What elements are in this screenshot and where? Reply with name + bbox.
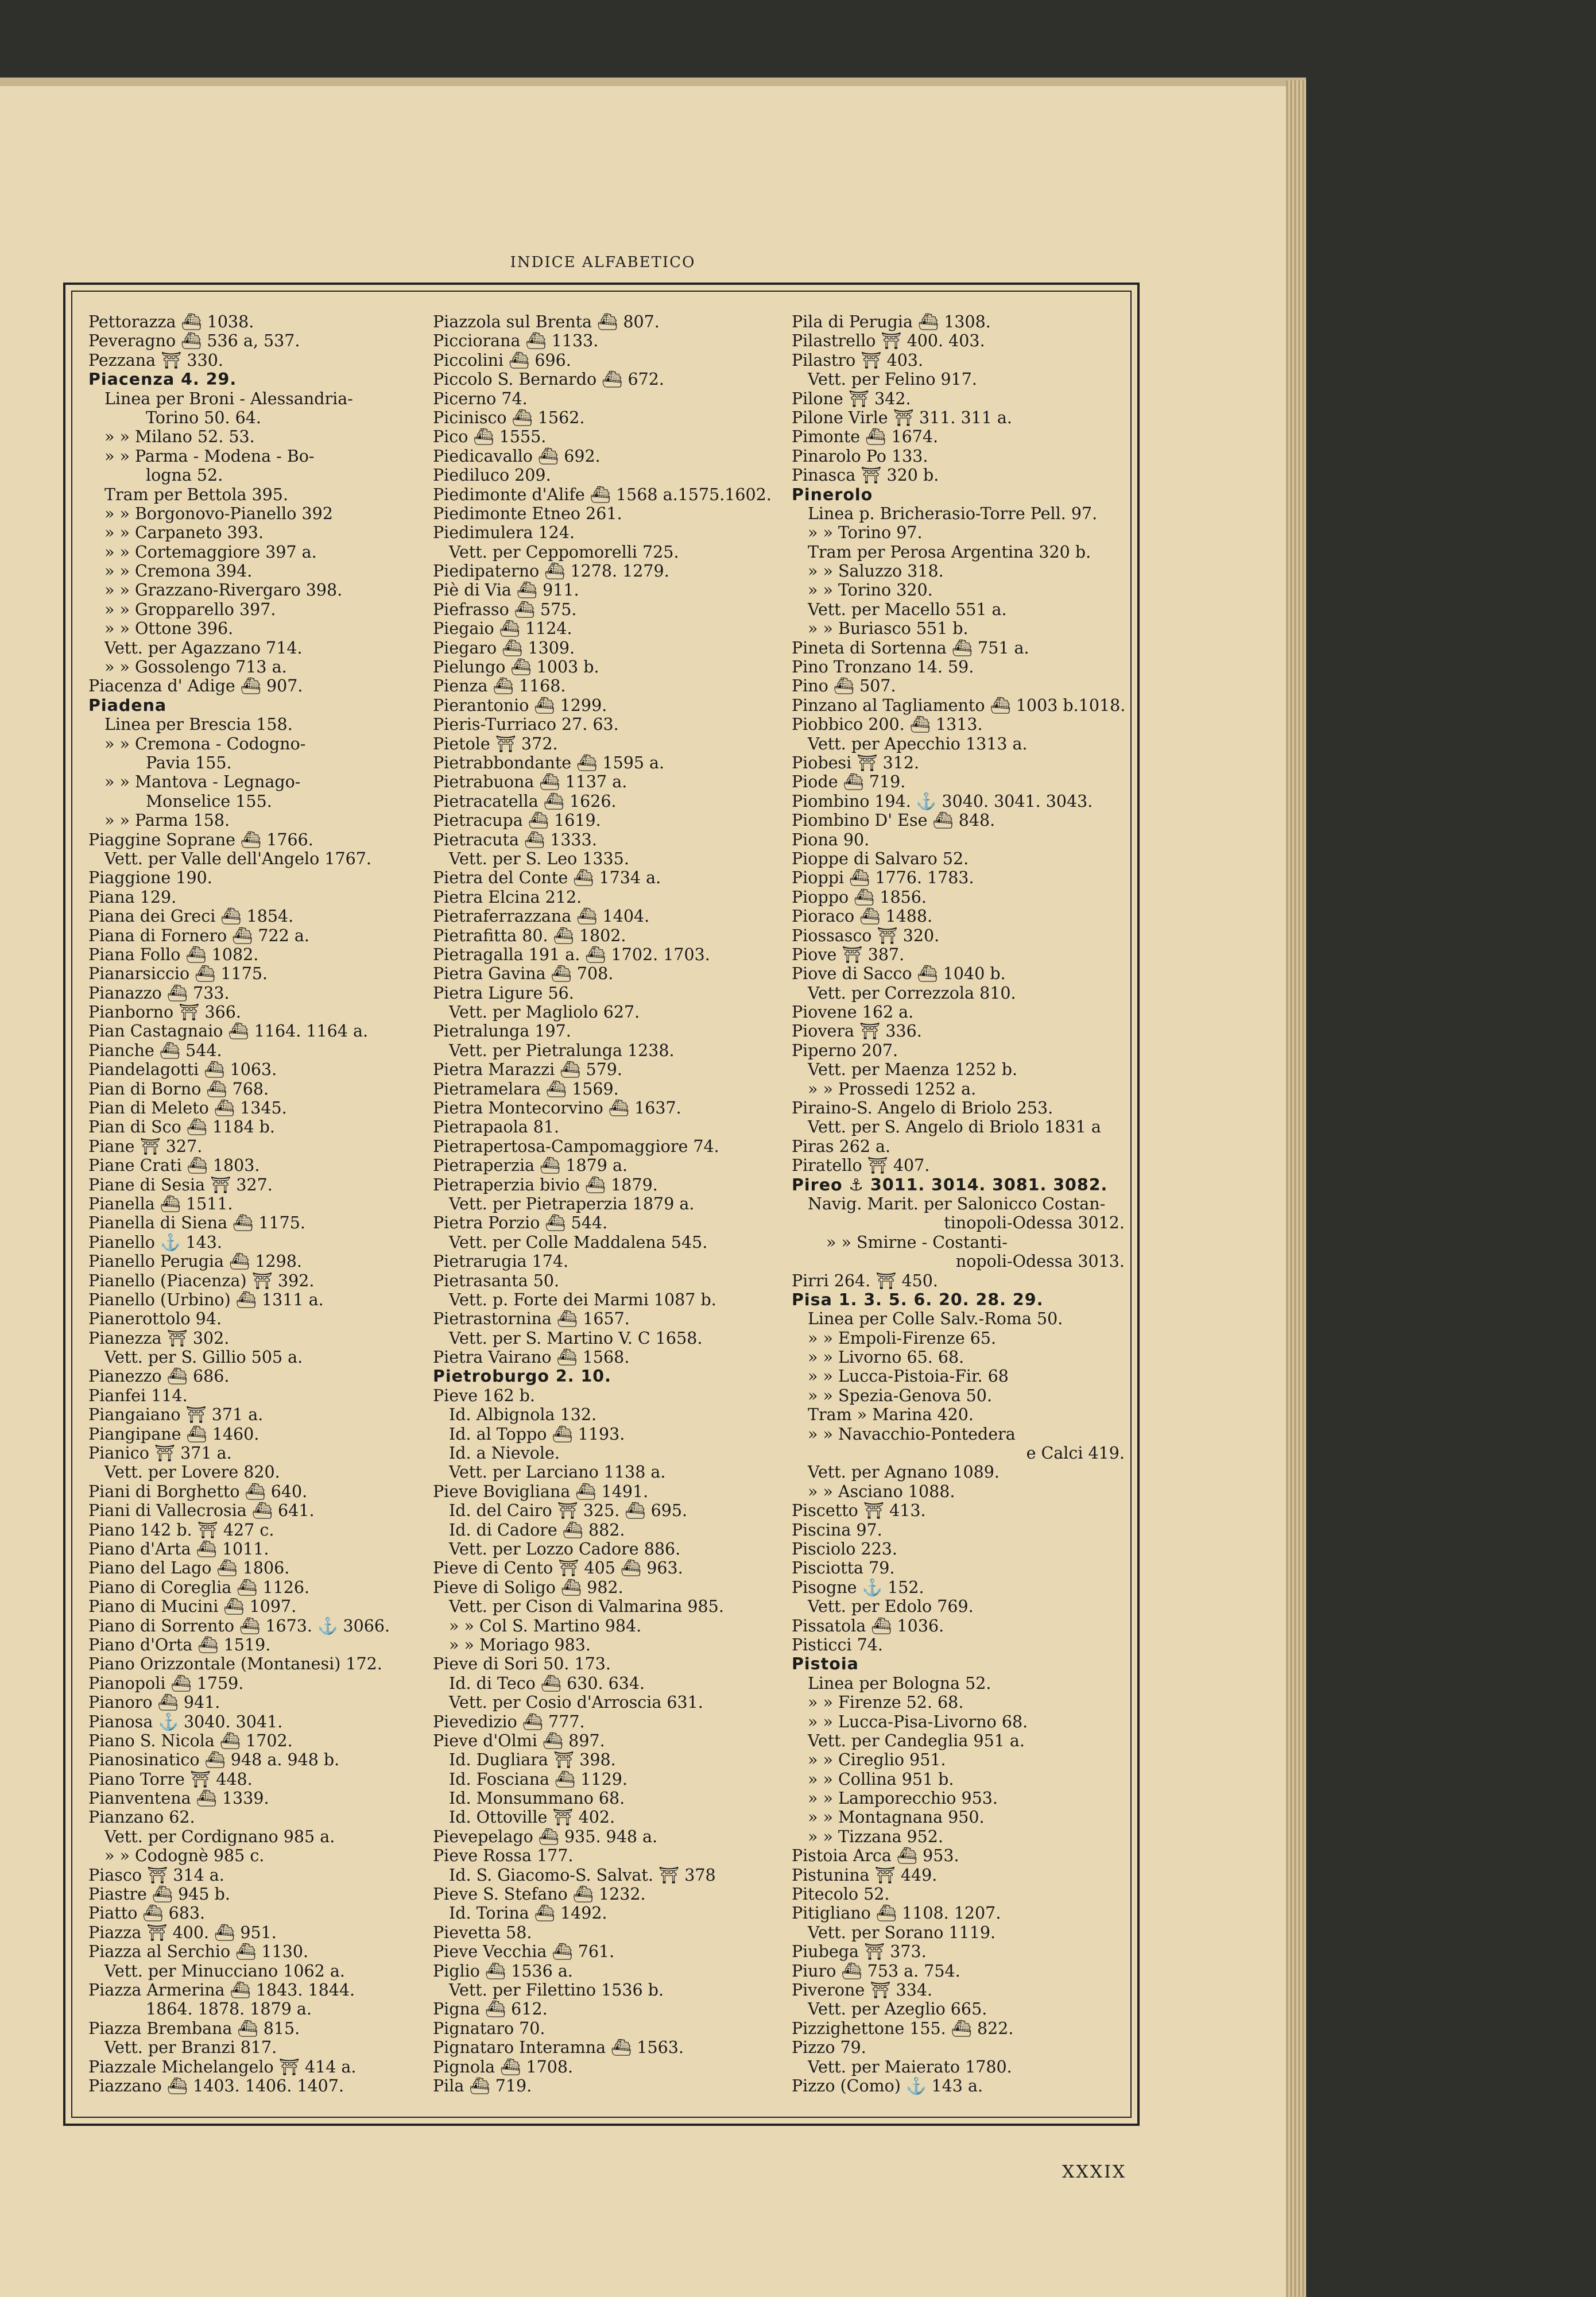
index-entry: Pisciotta 79. — [792, 1559, 895, 1578]
index-heading: Pinerolo — [792, 485, 873, 504]
index-entry: Pianella ⛴ 1511. — [88, 1194, 233, 1213]
index-entry: Linea p. Bricherasio-Torre Pell. 97. — [808, 504, 1098, 523]
index-entry: Piana dei Greci ⛴ 1854. — [88, 907, 294, 926]
index-entry: Pimonte ⛴ 1674. — [792, 427, 939, 447]
index-entry: Pianico ⛩ 371 a. — [88, 1444, 232, 1463]
index-entry: Peveragno ⛴ 536 a, 537. — [88, 331, 300, 351]
index-entry: Pisogne ⚓ 152. — [792, 1577, 924, 1597]
index-entry: Pignola ⛴ 1708. — [433, 2057, 574, 2076]
index-entry: Pisciolo 223. — [792, 1540, 897, 1559]
index-entry: Vett. per Pietraperzia 1879 a. — [449, 1194, 695, 1213]
index-entry: Pistunina ⛩ 449. — [792, 1865, 938, 1885]
index-entry: Monselice 155. — [146, 791, 272, 811]
index-entry: Piatto ⛴ 683. — [88, 1904, 206, 1923]
index-entry: » » Gossolengo 713 a. — [104, 658, 287, 677]
index-heading: Pireo ⚓ 3011. 3014. 3081. 3082. — [792, 1175, 1108, 1194]
index-entry: Pietra Marazzi ⛴ 579. — [433, 1060, 622, 1080]
index-entry: Piandelagotti ⛴ 1063. — [88, 1060, 277, 1080]
index-entry: Pitigliano ⛴ 1108. 1207. — [792, 1904, 1001, 1923]
index-entry: Piacenza d' Adige ⛴ 907. — [88, 676, 303, 696]
index-entry: Pieve Vecchia ⛴ 761. — [433, 1942, 615, 1962]
index-entry: Piscetto ⛩ 413. — [792, 1501, 926, 1521]
index-entry: Pietra del Conte ⛴ 1734 a. — [433, 868, 661, 888]
index-entry: Vett. per Pietralunga 1238. — [449, 1041, 675, 1060]
index-entry: Vett. per Lozzo Cadore 886. — [449, 1540, 681, 1559]
index-entry: Pianello (Urbino) ⛴ 1311 a. — [88, 1290, 324, 1309]
index-entry: Piaggione 190. — [88, 868, 212, 888]
index-entry: Vett. per Felino 917. — [808, 370, 977, 389]
index-entry: Pilastro ⛩ 403. — [792, 350, 924, 370]
index-entry: nopoli-Odessa 3013. — [955, 1252, 1125, 1271]
index-entry: Pietracatella ⛴ 1626. — [433, 791, 617, 811]
index-column-3 — [792, 312, 1130, 2095]
index-entry: » » Navacchio-Pontedera — [808, 1424, 1016, 1444]
index-entry: Id. Albignola 132. — [449, 1405, 597, 1425]
index-entry: Pietra Ligure 56. — [433, 983, 574, 1003]
index-entry: Pieve di Sori 50. 173. — [433, 1654, 611, 1674]
index-entry: Vett. per Magliolo 627. — [449, 1003, 640, 1022]
index-entry: » » Parma 158. — [104, 811, 230, 830]
index-entry: Pinarolo Po 133. — [792, 446, 928, 466]
index-entry: » » Col S. Martino 984. — [449, 1616, 642, 1635]
index-entry: Pioppi ⛴ 1776. 1783. — [792, 868, 974, 888]
index-entry: Pianezzo ⛴ 686. — [88, 1367, 230, 1386]
index-entry: Id. del Cairo ⛩ 325. ⛴ 695. — [449, 1501, 688, 1521]
index-entry: Pienza ⛴ 1168. — [433, 676, 566, 696]
index-entry: Vett. per Lovere 820. — [104, 1463, 280, 1482]
index-entry: Pietraferrazzana ⛴ 1404. — [433, 907, 650, 926]
index-entry: Pineta di Sortenna ⛴ 751 a. — [792, 638, 1029, 658]
index-entry: Pierantonio ⛴ 1299. — [433, 695, 607, 715]
index-entry: Pietrabbondante ⛴ 1595 a. — [433, 753, 665, 772]
index-entry: Pila di Perugia ⛴ 1308. — [792, 312, 991, 331]
index-entry: Pietra Porzio ⛴ 544. — [433, 1213, 608, 1233]
index-entry: Pianventena ⛴ 1339. — [88, 1789, 269, 1808]
index-heading: Pisa 1. 3. 5. 6. 20. 28. 29. — [792, 1290, 1044, 1309]
index-entry: Vett. per Filettino 1536 b. — [449, 1980, 664, 2000]
index-heading: Piacenza 4. 29. — [88, 370, 237, 389]
index-entry: Piano S. Nicola ⛴ 1702. — [88, 1731, 293, 1750]
index-entry: Pioraco ⛴ 1488. — [792, 907, 933, 926]
index-entry: Pioppe di Salvaro 52. — [792, 849, 969, 868]
index-entry: » » Smirne - Costanti- — [826, 1232, 1008, 1252]
index-entry: Pieve S. Stefano ⛴ 1232. — [433, 1885, 646, 1904]
index-entry: Piras 262 a. — [792, 1136, 891, 1156]
index-entry: Piano d'Orta ⛴ 1519. — [88, 1635, 271, 1654]
index-entry: Piccolini ⛴ 696. — [433, 350, 571, 370]
index-entry: Piegaro ⛴ 1309. — [433, 638, 575, 658]
index-entry: Id. Dugliara ⛩ 398. — [449, 1750, 616, 1770]
index-entry: Torino 50. 64. — [146, 408, 261, 427]
index-entry: Piediluco 209. — [433, 466, 551, 485]
index-entry: » » Firenze 52. 68. — [808, 1693, 964, 1712]
index-entry: Pianche ⛴ 544. — [88, 1041, 222, 1060]
index-entry: Pisticci 74. — [792, 1635, 883, 1654]
index-entry: Pian Castagnaio ⛴ 1164. 1164 a. — [88, 1022, 369, 1041]
index-entry: Pignataro 70. — [433, 2018, 545, 2038]
index-heading: Pietroburgo 2. 10. — [433, 1367, 611, 1386]
index-entry: Piangaiano ⛩ 371 a. — [88, 1405, 264, 1425]
index-entry: » » Empoli-Firenze 65. — [808, 1328, 997, 1348]
index-entry: Pietragalla 191 a. ⛴ 1702. 1703. — [433, 945, 710, 964]
index-entry: Piedicavallo ⛴ 692. — [433, 446, 601, 466]
index-entry: Pietrabuona ⛴ 1137 a. — [433, 772, 627, 792]
index-frame — [63, 283, 1140, 2126]
index-entry: Pievepelago ⛴ 935. 948 a. — [433, 1827, 658, 1846]
index-entry: Pianborno ⛩ 366. — [88, 1003, 241, 1022]
index-entry: Pavia 155. — [146, 753, 232, 772]
index-column-2 — [433, 312, 772, 2095]
index-entry: Piazzano ⛴ 1403. 1406. 1407. — [88, 2076, 344, 2095]
index-entry: Piossasco ⛩ 320. — [792, 926, 940, 945]
index-entry: Id. S. Giacomo-S. Salvat. ⛩ 378 — [449, 1865, 716, 1885]
index-entry: Pievedizio ⛴ 777. — [433, 1712, 585, 1731]
index-entry: Pietrarugia 174. — [433, 1252, 569, 1271]
index-entry: » » Saluzzo 318. — [808, 562, 944, 581]
index-entry: Pielungo ⛴ 1003 b. — [433, 658, 599, 677]
index-entry: Id. Ottoville ⛩ 402. — [449, 1808, 615, 1827]
index-entry: Pirri 264. ⛩ 450. — [792, 1271, 938, 1290]
index-entry: Pinzano al Tagliamento ⛴ 1003 b.1018. — [792, 695, 1126, 715]
index-entry: Piasco ⛩ 314 a. — [88, 1865, 224, 1885]
index-entry: e Calci 419. — [1026, 1444, 1125, 1463]
index-entry: Pila ⛴ 719. — [433, 2076, 532, 2095]
index-entry: Piane di Sesia ⛩ 327. — [88, 1175, 273, 1194]
index-entry: » » Lucca-Pistoia-Fir. 68 — [808, 1367, 1009, 1386]
index-entry: » » Mantova - Legnago- — [104, 772, 301, 792]
index-entry: Pieris-Turriaco 27. 63. — [433, 715, 619, 734]
index-entry: Linea per Brescia 158. — [104, 715, 293, 734]
index-entry: Piano del Lago ⛴ 1806. — [88, 1559, 290, 1578]
index-entry: Piverone ⛩ 334. — [792, 1980, 933, 2000]
index-entry: Pietra Montecorvino ⛴ 1637. — [433, 1099, 681, 1118]
index-entry: Tram per Bettola 395. — [104, 485, 288, 504]
index-entry: Pianzano 62. — [88, 1808, 195, 1827]
index-entry: Id. Monsummano 68. — [449, 1789, 625, 1808]
index-entry: Pian di Borno ⛴ 768. — [88, 1079, 269, 1099]
index-entry: » » Cireglio 951. — [808, 1750, 946, 1770]
index-entry: Id. Torina ⛴ 1492. — [449, 1904, 607, 1923]
index-entry: » » Buriasco 551 b. — [808, 619, 969, 639]
index-entry: Piano 142 b. ⛩ 427 c. — [88, 1520, 274, 1540]
index-entry: Vett. per Agnano 1089. — [808, 1463, 1000, 1482]
index-entry: » » Milano 52. 53. — [104, 427, 255, 447]
index-entry: Piè di Via ⛴ 911. — [433, 581, 579, 600]
index-entry: Piangipane ⛴ 1460. — [88, 1424, 259, 1444]
index-entry: Piano Torre ⛩ 448. — [88, 1769, 253, 1789]
index-entry: Piedimulera 124. — [433, 523, 575, 543]
index-entry: Piobesi ⛩ 312. — [792, 753, 920, 772]
index-entry: Vett. per Colle Maddalena 545. — [449, 1232, 708, 1252]
index-entry: Pietole ⛩ 372. — [433, 734, 558, 753]
index-entry: » » Lamporecchio 953. — [808, 1789, 998, 1808]
index-entry: Piovera ⛩ 336. — [792, 1022, 922, 1041]
index-entry: Pietrafitta 80. ⛴ 1802. — [433, 926, 626, 945]
index-entry: Pietralunga 197. — [433, 1022, 571, 1041]
index-entry: » » Tizzana 952. — [808, 1827, 944, 1846]
index-entry: Vett. per Maenza 1252 b. — [808, 1060, 1018, 1080]
index-entry: Piano d'Arta ⛴ 1011. — [88, 1540, 269, 1559]
index-entry: Linea per Bologna 52. — [808, 1673, 991, 1693]
index-entry: Vett. per Sorano 1119. — [808, 1923, 996, 1942]
index-entry: Vett. per Macello 551 a. — [808, 600, 1007, 619]
index-entry: Pianopoli ⛴ 1759. — [88, 1673, 244, 1693]
index-entry: Pianerottolo 94. — [88, 1309, 222, 1329]
index-entry: Pietraperzia bivio ⛴ 1879. — [433, 1175, 658, 1194]
index-entry: Pievetta 58. — [433, 1923, 532, 1942]
index-entry: Vett. p. Forte dei Marmi 1087 b. — [449, 1290, 716, 1309]
index-entry: » » Codognè 985 c. — [104, 1846, 265, 1866]
index-entry: Pietra Elcina 212. — [433, 887, 582, 907]
index-entry: Vett. per Candeglia 951 a. — [808, 1731, 1025, 1750]
index-entry: Piedimonte Etneo 261. — [433, 504, 622, 523]
index-entry: Pitecolo 52. — [792, 1885, 890, 1904]
index-entry: tinopoli-Odessa 3012. — [944, 1213, 1125, 1233]
index-entry: Pietracuta ⛴ 1333. — [433, 830, 597, 849]
index-entry: » » Prossedi 1252 a. — [808, 1079, 977, 1099]
index-entry: Piedimonte d'Alife ⛴ 1568 a.1575.1602. — [433, 485, 772, 504]
index-entry: Id. a Nievole. — [449, 1444, 560, 1463]
index-entry: Pieve di Cento ⛩ 405 ⛴ 963. — [433, 1559, 683, 1578]
index-entry: Pilastrello ⛩ 400. 403. — [792, 331, 985, 351]
index-entry: Pizzo (Como) ⚓ 143 a. — [792, 2076, 983, 2095]
index-entry: Vett. per Branzi 817. — [104, 2038, 277, 2058]
index-entry: Pissatola ⛴ 1036. — [792, 1616, 944, 1635]
index-entry: Vett. per S. Angelo di Briolo 1831 a — [808, 1117, 1101, 1137]
index-entry: Pioppo ⛴ 1856. — [792, 887, 927, 907]
index-entry: » » Gropparello 397. — [104, 600, 276, 619]
index-entry: Piubega ⛩ 373. — [792, 1942, 927, 1962]
index-entry: Piazza al Serchio ⛴ 1130. — [88, 1942, 309, 1962]
index-entry: Pianazzo ⛴ 733. — [88, 983, 230, 1003]
index-entry: Vett. per S. Leo 1335. — [449, 849, 629, 868]
index-entry: Piazzola sul Brenta ⛴ 807. — [433, 312, 660, 331]
index-entry: Piazzale Michelangelo ⛩ 414 a. — [88, 2057, 357, 2076]
index-entry: Piovene 162 a. — [792, 1003, 914, 1022]
index-heading: Piadena — [88, 695, 167, 715]
index-entry: Pianello Perugia ⛴ 1298. — [88, 1252, 302, 1271]
index-entry: Navig. Marit. per Salonicco Costan- — [808, 1194, 1106, 1213]
index-entry: Pettorazza ⛴ 1038. — [88, 312, 254, 331]
index-entry: Vett. per Correzzola 810. — [808, 983, 1016, 1003]
index-entry: Pianezza ⛩ 302. — [88, 1328, 230, 1348]
index-entry: Pizzighettone 155. ⛴ 822. — [792, 2018, 1014, 2038]
index-entry: Picinisco ⛴ 1562. — [433, 408, 585, 427]
index-entry: » » Montagnana 950. — [808, 1808, 985, 1827]
index-entry: Pistoia Arca ⛴ 953. — [792, 1846, 959, 1866]
index-entry: Vett. per S. Gillio 505 a. — [104, 1348, 303, 1367]
page-number: XXXIX — [1062, 2162, 1127, 2182]
index-entry: Piazza ⛩ 400. ⛴ 951. — [88, 1923, 277, 1942]
index-entry: » » Collina 951 b. — [808, 1769, 954, 1789]
index-entry: Piona 90. — [792, 830, 870, 849]
index-entry: 1864. 1878. 1879 a. — [146, 2000, 312, 2019]
index-entry: Pieve di Soligo ⛴ 982. — [433, 1577, 623, 1597]
index-entry: Id. di Cadore ⛴ 882. — [449, 1520, 625, 1540]
index-entry: Pietrapaola 81. — [433, 1117, 560, 1137]
index-entry: Piano di Sorrento ⛴ 1673. ⚓ 3066. — [88, 1616, 390, 1635]
index-entry: Pianfei 114. — [88, 1386, 188, 1405]
index-entry: Pilone Virle ⛩ 311. 311 a. — [792, 408, 1012, 427]
index-entry: » » Livorno 65. 68. — [808, 1348, 964, 1367]
index-entry: Pietrastornina ⛴ 1657. — [433, 1309, 630, 1329]
index-entry: Pietrapertosa-Campomaggiore 74. — [433, 1136, 719, 1156]
index-entry: » » Asciano 1088. — [808, 1482, 955, 1501]
index-entry: Vett. per Cordignano 985 a. — [104, 1827, 335, 1846]
index-entry: Tram » Marina 420. — [808, 1405, 974, 1425]
index-entry: Vett. per S. Martino V. C 1658. — [449, 1328, 703, 1348]
index-entry: Piazza Brembana ⛴ 815. — [88, 2018, 300, 2038]
index-entry: Pietramelara ⛴ 1569. — [433, 1079, 619, 1099]
index-entry: Vett. per Larciano 1138 a. — [449, 1463, 666, 1482]
page-stack-edge — [1286, 80, 1306, 2297]
index-entry: Linea per Colle Salv.-Roma 50. — [808, 1309, 1063, 1329]
index-entry: Piaggine Soprane ⛴ 1766. — [88, 830, 313, 849]
index-entry: Piane Crati ⛴ 1803. — [88, 1156, 260, 1175]
index-entry: Piastre ⛴ 945 b. — [88, 1885, 230, 1904]
index-entry: Pignataro Interamna ⛴ 1563. — [433, 2038, 684, 2058]
index-entry: Piegaio ⛴ 1124. — [433, 619, 572, 639]
index-entry: Piove di Sacco ⛴ 1040 b. — [792, 964, 1006, 984]
index-entry: Id. al Toppo ⛴ 1193. — [449, 1424, 625, 1444]
index-entry: Piedipaterno ⛴ 1278. 1279. — [433, 562, 669, 581]
index-entry: Pieve 162 b. — [433, 1386, 535, 1405]
index-entry: » » Carpaneto 393. — [104, 523, 264, 543]
index-entry: Piani di Borghetto ⛴ 640. — [88, 1482, 308, 1501]
index-entry: Pianello ⚓ 143. — [88, 1232, 222, 1252]
index-entry: Piraino-S. Angelo di Briolo 253. — [792, 1099, 1053, 1118]
index-entry: Pianella di Siena ⛴ 1175. — [88, 1213, 305, 1233]
index-entry: Piperno 207. — [792, 1041, 898, 1060]
index-entry: Pietrasanta 50. — [433, 1271, 560, 1290]
index-entry: » » Grazzano-Rivergaro 398. — [104, 581, 343, 600]
index-entry: Pinasca ⛩ 320 b. — [792, 466, 939, 485]
index-entry: » » Cremona 394. — [104, 562, 253, 581]
index-entry: Pianosinatico ⛴ 948 a. 948 b. — [88, 1750, 340, 1770]
index-entry: » » Cremona - Codogno- — [104, 734, 306, 753]
index-entry: Pino ⛴ 507. — [792, 676, 896, 696]
index-heading: Pistoia — [792, 1654, 859, 1674]
index-entry: Pietracupa ⛴ 1619. — [433, 811, 601, 830]
index-entry: Pianoro ⛴ 941. — [88, 1693, 220, 1712]
index-entry: Linea per Broni - Alessandria- — [104, 389, 353, 408]
index-entry: Piana di Fornero ⛴ 722 a. — [88, 926, 309, 945]
index-entry: Pigna ⛴ 612. — [433, 2000, 548, 2019]
index-entry: Pianosa ⚓ 3040. 3041. — [88, 1712, 283, 1731]
index-entry: Piano di Mucini ⛴ 1097. — [88, 1597, 297, 1617]
index-entry: Pilone ⛩ 342. — [792, 389, 911, 408]
index-entry: Vett. per Agazzano 714. — [104, 638, 303, 658]
index-entry: » » Spezia-Genova 50. — [808, 1386, 993, 1405]
index-entry: Id. di Teco ⛴ 630. 634. — [449, 1673, 645, 1693]
index-entry: » » Lucca-Pisa-Livorno 68. — [808, 1712, 1028, 1731]
index-entry: Pianarsiccio ⛴ 1175. — [88, 964, 268, 984]
index-entry: Piccolo S. Bernardo ⛴ 672. — [433, 370, 664, 389]
index-entry: Pieve Bovigliana ⛴ 1491. — [433, 1482, 649, 1501]
index-entry: Pianello (Piacenza) ⛩ 392. — [88, 1271, 315, 1290]
index-entry: Piane ⛩ 327. — [88, 1136, 203, 1156]
index-entry: Pietra Vairano ⛴ 1568. — [433, 1348, 630, 1367]
index-entry: Vett. per Minucciano 1062 a. — [104, 1961, 345, 1981]
index-entry: Pezzana ⛩ 330. — [88, 350, 223, 370]
index-entry: Vett. per Edolo 769. — [808, 1597, 974, 1617]
index-entry: Vett. per Maierato 1780. — [808, 2057, 1012, 2076]
index-entry: Pietra Gavina ⛴ 708. — [433, 964, 614, 984]
index-entry: » » Torino 97. — [808, 523, 923, 543]
index-entry: Piano di Coreglia ⛴ 1126. — [88, 1577, 310, 1597]
book-page — [0, 86, 1292, 2297]
index-entry: Piombino 194. ⚓ 3040. 3041. 3043. — [792, 791, 1093, 811]
page-header: INDICE ALFABETICO — [510, 254, 696, 271]
index-entry: Vett. per Valle dell'Angelo 1767. — [104, 849, 371, 868]
index-column-1 — [88, 312, 427, 2095]
index-entry: Piazza Armerina ⛴ 1843. 1844. — [88, 1980, 355, 2000]
index-entry: Vett. per Cison di Valmarina 985. — [449, 1597, 724, 1617]
index-entry: Vett. per Azeglio 665. — [808, 2000, 987, 2019]
index-entry: Tram per Perosa Argentina 320 b. — [808, 542, 1091, 562]
index-entry: Pico ⛴ 1555. — [433, 427, 547, 447]
index-entry: Piana 129. — [88, 887, 177, 907]
index-entry: Pieve d'Olmi ⛴ 897. — [433, 1731, 605, 1750]
index-entry: » » Parma - Modena - Bo- — [104, 446, 315, 466]
index-entry: Piani di Vallecrosia ⛴ 641. — [88, 1501, 315, 1521]
index-entry: Picerno 74. — [433, 389, 528, 408]
index-entry: Piombino D' Ese ⛴ 848. — [792, 811, 995, 830]
index-entry: Piano Orizzontale (Montanesi) 172. — [88, 1654, 382, 1674]
index-entry: Piefrasso ⛴ 575. — [433, 600, 577, 619]
index-entry: Id. Fosciana ⛴ 1129. — [449, 1769, 627, 1789]
index-entry: Piove ⛩ 387. — [792, 945, 905, 964]
index-entry: » » Ottone 396. — [104, 619, 234, 639]
index-entry: logna 52. — [146, 466, 223, 485]
index-entry: » » Torino 320. — [808, 581, 933, 600]
index-entry: Piratello ⛩ 407. — [792, 1156, 930, 1175]
index-entry: » » Borgonovo-Pianello 392 — [104, 504, 333, 523]
index-entry: Vett. per Cosio d'Arroscia 631. — [449, 1693, 703, 1712]
index-entry: Pian di Sco ⛴ 1184 b. — [88, 1117, 275, 1137]
index-entry: Piana Follo ⛴ 1082. — [88, 945, 259, 964]
index-entry: Pino Tronzano 14. 59. — [792, 658, 974, 677]
index-entry: Piuro ⛴ 753 a. 754. — [792, 1961, 960, 1981]
index-entry: Pieve Rossa 177. — [433, 1846, 574, 1866]
index-entry: Vett. per Apecchio 1313 a. — [808, 734, 1028, 753]
index-entry: Piscina 97. — [792, 1520, 882, 1540]
index-entry: Picciorana ⛴ 1133. — [433, 331, 599, 351]
index-entry: » » Cortemaggiore 397 a. — [104, 542, 317, 562]
index-entry: » » Moriago 983. — [449, 1635, 591, 1654]
index-entry: Pietraperzia ⛴ 1879 a. — [433, 1156, 628, 1175]
index-entry: Pian di Meleto ⛴ 1345. — [88, 1099, 287, 1118]
index-entry: Piobbico 200. ⛴ 1313. — [792, 715, 983, 734]
index-entry: Vett. per Ceppomorelli 725. — [449, 542, 679, 562]
index-entry: Piode ⛴ 719. — [792, 772, 906, 792]
index-entry: Pizzo 79. — [792, 2038, 866, 2058]
index-entry: Piglio ⛴ 1536 a. — [433, 1961, 573, 1981]
